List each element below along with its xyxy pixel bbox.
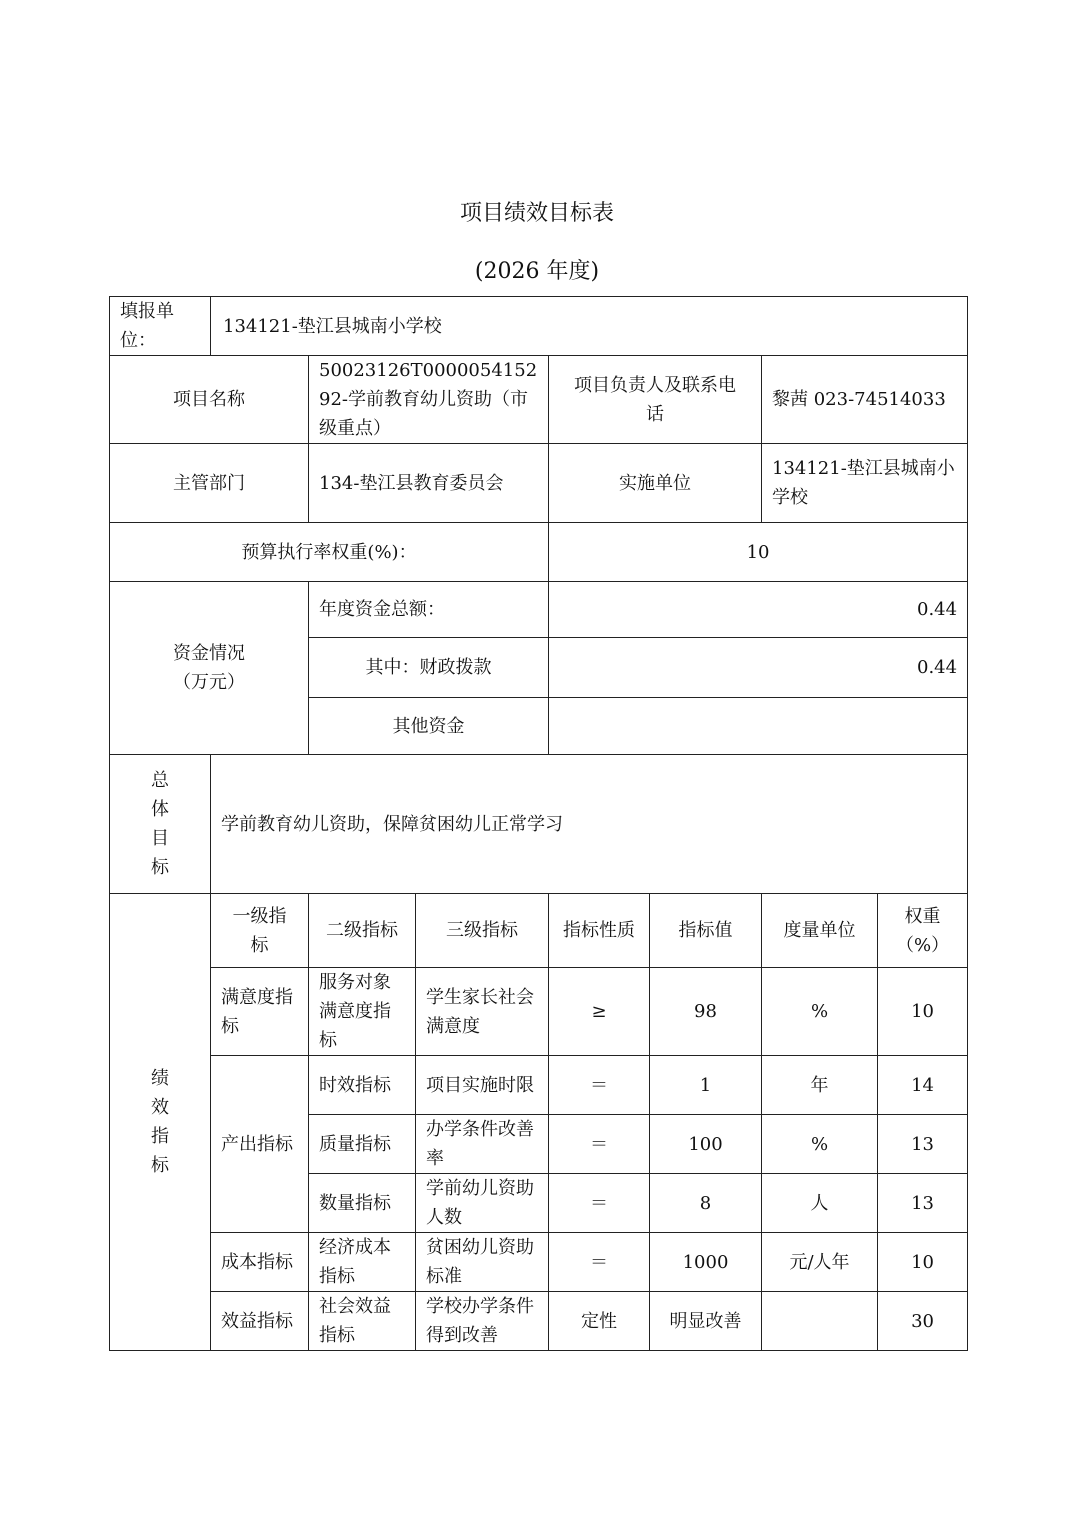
table-row xyxy=(110,968,968,1056)
perf-label-char: 指 xyxy=(151,1126,169,1147)
indicator-unit: 年 xyxy=(762,1056,878,1115)
indicator-nature: ≥ xyxy=(549,968,650,1056)
indicator-unit: % xyxy=(762,1115,878,1174)
indicator-unit xyxy=(762,1292,878,1351)
dept-label: 主管部门 xyxy=(110,444,309,523)
table-row xyxy=(110,1292,968,1351)
indicator-l2: 质量指标 xyxy=(309,1115,416,1174)
indicator-value: 100 xyxy=(650,1115,762,1174)
performance-target-table xyxy=(109,296,968,1351)
indicator-weight: 30 xyxy=(878,1292,968,1351)
contact-value: 黎茜 023-74514033 xyxy=(762,356,968,444)
dept-value: 134-垫江县教育委员会 xyxy=(309,444,549,523)
overall-goal-value: 学前教育幼儿资助，保障贫困幼儿正常学习 xyxy=(211,755,968,894)
impl-label: 实施单位 xyxy=(549,444,762,523)
goal-label-char: 总 xyxy=(151,770,169,791)
indicator-l3: 学生家长社会满意度 xyxy=(416,968,549,1056)
indicator-l1: 产出指标 xyxy=(211,1056,309,1233)
indicator-l3: 办学条件改善率 xyxy=(416,1115,549,1174)
indicator-nature: ＝ xyxy=(549,1233,650,1292)
indicator-l3: 贫困幼儿资助标准 xyxy=(416,1233,549,1292)
indicator-l2: 经济成本指标 xyxy=(309,1233,416,1292)
contact-label: 项目负责人及联系电话 xyxy=(549,356,762,444)
funds-total-value: 0.44 xyxy=(549,582,968,638)
project-name-label: 项目名称 xyxy=(110,356,309,444)
indicator-l3: 学前幼儿资助人数 xyxy=(416,1174,549,1233)
header-unit: 度量单位 xyxy=(762,894,878,968)
funds-label-line2: （万元） xyxy=(173,672,245,693)
filler-label: 填报单位： xyxy=(110,297,211,356)
funds-total-label: 年度资金总额： xyxy=(309,582,549,638)
indicator-value: 1000 xyxy=(650,1233,762,1292)
indicator-weight: 10 xyxy=(878,968,968,1056)
perf-label-char: 标 xyxy=(151,1155,169,1176)
header-level3: 三级指标 xyxy=(416,894,549,968)
indicator-value: 明显改善 xyxy=(650,1292,762,1351)
goal-label-char: 体 xyxy=(151,799,169,820)
budget-weight-value: 10 xyxy=(549,523,968,582)
perf-label-char: 效 xyxy=(151,1097,169,1118)
indicator-weight: 13 xyxy=(878,1174,968,1233)
funds-other-label: 其他资金 xyxy=(309,698,549,755)
funds-fiscal-value: 0.44 xyxy=(549,638,968,698)
indicator-l3: 学校办学条件得到改善 xyxy=(416,1292,549,1351)
indicator-weight: 13 xyxy=(878,1115,968,1174)
goal-label-char: 目 xyxy=(151,828,169,849)
indicator-nature: ＝ xyxy=(549,1174,650,1233)
indicator-l2: 数量指标 xyxy=(309,1174,416,1233)
perf-label-char: 绩 xyxy=(151,1068,169,1089)
header-value: 指标值 xyxy=(650,894,762,968)
project-name-value: 50023126T000005415292-学前教育幼儿资助（市级重点） xyxy=(309,356,549,444)
indicator-l2: 社会效益指标 xyxy=(309,1292,416,1351)
funds-label xyxy=(110,582,309,755)
funds-fiscal-label: 其中：财政拨款 xyxy=(309,638,549,698)
page-title: 项目绩效目标表 xyxy=(459,201,614,226)
indicator-weight: 14 xyxy=(878,1056,968,1115)
impl-value: 134121-垫江县城南小学校 xyxy=(762,444,968,523)
filler-value: 134121-垫江县城南小学校 xyxy=(211,297,968,356)
indicator-l1: 满意度指标 xyxy=(211,968,309,1056)
overall-goal-label xyxy=(110,755,211,894)
indicator-unit: 人 xyxy=(762,1174,878,1233)
indicator-value: 8 xyxy=(650,1174,762,1233)
header-nature: 指标性质 xyxy=(549,894,650,968)
funds-other-value xyxy=(549,698,968,755)
header-weight: 权重（%） xyxy=(878,894,968,968)
indicator-value: 98 xyxy=(650,968,762,1056)
indicator-nature: ＝ xyxy=(549,1115,650,1174)
goal-label-char: 标 xyxy=(151,857,169,878)
indicator-l3: 项目实施时限 xyxy=(416,1056,549,1115)
budget-weight-label: 预算执行率权重(%)： xyxy=(110,523,549,582)
indicator-nature: 定性 xyxy=(549,1292,650,1351)
indicator-l2: 时效指标 xyxy=(309,1056,416,1115)
indicator-unit: 元/人年 xyxy=(762,1233,878,1292)
indicator-nature: ＝ xyxy=(549,1056,650,1115)
performance-indicators-label xyxy=(110,894,211,1351)
table-row xyxy=(110,1233,968,1292)
header-level1: 一级指标 xyxy=(211,894,309,968)
indicator-l1: 成本指标 xyxy=(211,1233,309,1292)
funds-label-line1: 资金情况 xyxy=(173,643,245,664)
table-row xyxy=(110,1056,968,1115)
indicator-value: 1 xyxy=(650,1056,762,1115)
indicator-unit: % xyxy=(762,968,878,1056)
indicator-weight: 10 xyxy=(878,1233,968,1292)
indicator-l2: 服务对象满意度指标 xyxy=(309,968,416,1056)
page-subtitle-year: (2026 年度) xyxy=(474,259,600,284)
header-level2: 二级指标 xyxy=(309,894,416,968)
indicator-l1: 效益指标 xyxy=(211,1292,309,1351)
